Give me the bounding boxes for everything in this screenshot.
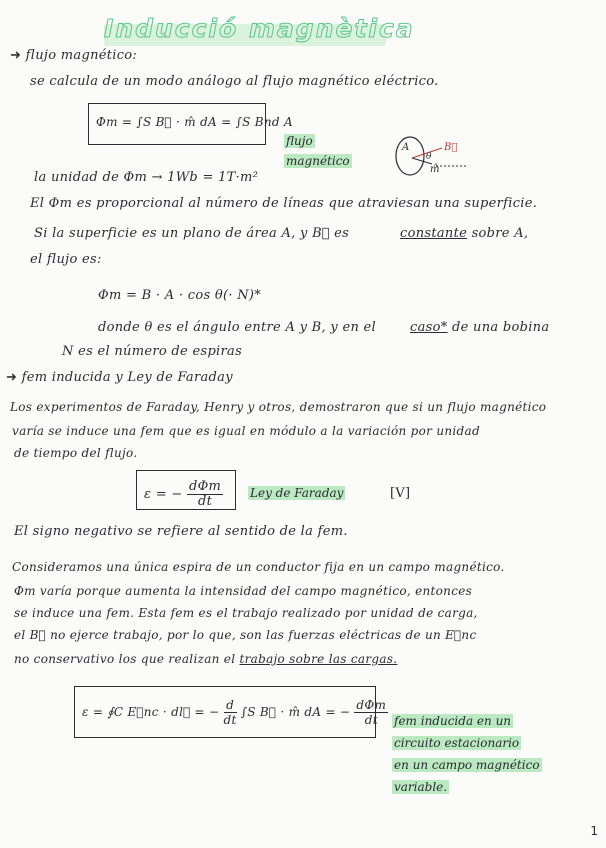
- text-line: Φm varía porque aumenta la intensidad del campo magnético, entonces: [14, 584, 473, 598]
- text-line: El signo negativo se refiere al sentido de la fem.: [14, 524, 348, 539]
- text-line: el B⃗ no ejerce trabajo, por lo que, son las fuerzas eléctricas de un E⃗nc: [14, 628, 477, 642]
- text-line: donde θ es el ángulo entre A y B, y en el: [98, 320, 377, 335]
- text-line: se induce una fem. Esta fem es el trabajo realizado por unidad de carga,: [14, 606, 478, 620]
- bullet-line: [10, 48, 137, 63]
- section-heading-flujo: flujo magnético:: [25, 48, 138, 63]
- text-line: constante sobre A,: [400, 226, 529, 241]
- text-line: varía se induce una fem que es igual en módulo a la variación por unidad: [12, 424, 480, 438]
- text-line: Consideramos una única espira de un conductor fija en un campo magnético.: [12, 560, 505, 574]
- text-line: El Φm es proporcional al número de líneas que atraviesan una superficie.: [30, 196, 538, 211]
- formula-fem: ε = ∮C E⃗nc · dl⃗ = − $\frac{d}{dt}$ ∫S B⃗ · m̂ dA = − $\frac{\text{dΦm}}{dt}$: [82, 698, 387, 727]
- diagram-label-m: m̂: [430, 164, 440, 175]
- diagram-label-b: B⃗: [444, 142, 458, 153]
- note-flujo: flujo: [286, 134, 313, 148]
- note-magnetico: magnético: [286, 154, 350, 168]
- page-number: 1: [590, 824, 598, 838]
- diagram-label-theta: θ: [426, 152, 432, 162]
- formula-flux: Φm = ∫S B⃗ · m̂ dA = ∫S Bnd A: [96, 115, 293, 129]
- section-heading-faraday: fem inducida y Ley de Faraday: [21, 370, 233, 385]
- note-fem-2: circuito estacionario: [394, 736, 520, 750]
- note-fem-3: en un campo magnético: [394, 758, 540, 772]
- arrow-right-icon: ➜: [6, 370, 18, 385]
- note-ley-faraday: Ley de Faraday: [250, 486, 344, 500]
- text-line: la unidad de Φm → 1Wb = 1T·m²: [34, 170, 259, 185]
- formula-flux-simple: Φm = B · A · cos θ(· N)*: [98, 288, 262, 303]
- unit-volt: [V]: [390, 486, 411, 501]
- text-line: N es el número de espiras: [62, 344, 243, 359]
- note-fem-1: fem inducida en un: [394, 714, 512, 728]
- surface-diagram: [372, 130, 472, 180]
- formula-faraday: ε = − $\frac{\text{dΦm}}{dt}$: [144, 479, 222, 509]
- page-title: Inducció magnètica: [104, 14, 415, 43]
- diagram-label-a: A: [402, 142, 410, 153]
- text-line: no conservativo los que realizan el trabajo sobre las cargas.: [14, 652, 398, 666]
- text-line: caso* de una bobina: [410, 320, 550, 335]
- text-line: Si la superficie es un plano de área A, y B⃗ es: [34, 226, 350, 241]
- text-line: se calcula de un modo análogo al flujo magnético eléctrico.: [30, 74, 439, 89]
- text-line: Los experimentos de Faraday, Henry y otros, demostraron que si un flujo magnético: [10, 400, 547, 414]
- arrow-right-icon: ➜: [10, 48, 22, 63]
- note-fem-4: variable.: [394, 780, 448, 794]
- text-line: el flujo es:: [30, 252, 102, 267]
- bullet-line: [6, 370, 233, 385]
- text-line: de tiempo del flujo.: [14, 446, 138, 460]
